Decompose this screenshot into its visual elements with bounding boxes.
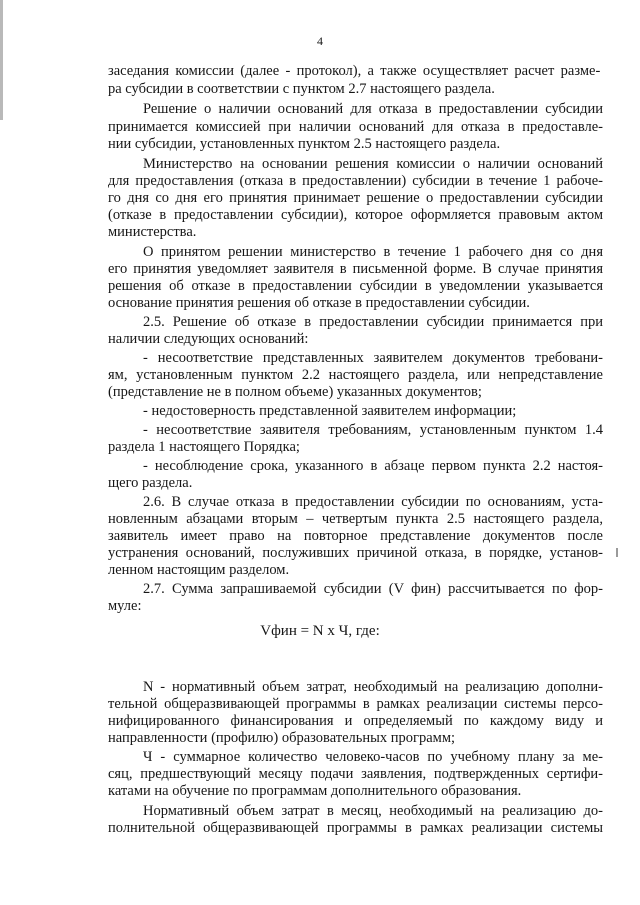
text-line: - несоответствие заявителя требованиям, установленным пунктом 1.4 xyxy=(143,422,603,438)
text-line: полнительной общеразвивающей программы в рамках реализации системы xyxy=(108,820,603,836)
formula: Vфин = N x Ч, где: xyxy=(260,623,380,639)
text-line: его принятия уведомляет заявителя в письменной форме. В случае принятия xyxy=(108,261,603,277)
text-line: устранения оснований, послуживших причиной отказа, в порядке, установ- xyxy=(108,545,603,561)
text-line: N - нормативный объем затрат, необходимый на реализацию дополни- xyxy=(143,679,603,695)
text-line: щего раздела. xyxy=(108,475,193,491)
text-line: Ч - суммарное количество человеко-часов по учебному плану за ме- xyxy=(143,749,603,765)
text-line: 2.7. Сумма запрашиваемой субсидии (V фин) рассчитывается по фор- xyxy=(143,581,603,597)
text-line: министерства. xyxy=(108,224,197,240)
text-line: основание принятия решения об отказе в предоставлении субсидии. xyxy=(108,295,530,311)
text-line: тельной общеразвивающей программы в рамках реализации системы персо- xyxy=(108,696,603,712)
text-line: наличии следующих оснований: xyxy=(108,331,309,347)
text-line: (отказе в предоставлении субсидии), которое оформляется правовым актом xyxy=(108,207,603,223)
text-line: раздела 1 настоящего Порядка; xyxy=(108,439,300,455)
text-line: направленности (профилю) образовательных программ; xyxy=(108,730,456,746)
text-line: катами на обучение по программам дополнительного образования. xyxy=(108,783,522,799)
text-line: для предоставления (отказа в предоставлении) субсидии в течение 1 рабоче- xyxy=(108,173,603,189)
text-line: - несоблюдение срока, указанного в абзаце первом пункта 2.2 настоя- xyxy=(143,458,603,474)
text-line: О принятом решении министерство в течение 1 рабочего дня со дня xyxy=(143,244,603,260)
text-line: ра субсидии в соответствии с пунктом 2.7 настоящего раздела. xyxy=(108,81,495,97)
text-line: заседания комиссии (далее - протокол), а также осуществляет расчет разме- xyxy=(108,63,601,79)
text-line: 2.6. В случае отказа в предоставлении субсидии по основаниям, уста- xyxy=(143,494,603,510)
text-line: решения об отказе в предоставлении субсидии в уведомлении указывается xyxy=(108,278,603,294)
text-line: нии субсидии, установленных пунктом 2.5 настоящего раздела. xyxy=(108,136,501,152)
text-line: сяц, предшествующий месяцу подачи заявления, подтвержденных сертифи- xyxy=(108,766,603,782)
text-line: го дня со дня его принятия принимает решение о предоставлении субсидии xyxy=(108,190,603,206)
scan-speck xyxy=(616,548,618,557)
text-line: принимается комиссией при наличии оснований для отказа в предоставле- xyxy=(108,119,603,135)
scan-edge-mark xyxy=(0,0,3,120)
text-line: Министерство на основании решения комиссии о наличии оснований xyxy=(143,156,603,172)
text-line: - недостоверность представленной заявителем информации; xyxy=(143,403,517,419)
text-line: 2.5. Решение об отказе в предоставлении субсидии принимается при xyxy=(143,314,603,330)
text-line: нифицированного финансирования и определяемый по каждому виду и xyxy=(108,713,603,729)
text-line: Решение о наличии оснований для отказа в предоставлении субсидии xyxy=(143,101,603,117)
text-line: заявитель имеет право на повторное представление документов после xyxy=(108,528,603,544)
text-line: муле: xyxy=(108,598,142,614)
text-line: ленном настоящим разделом. xyxy=(108,562,290,578)
text-line: - несоответствие представленных заявителем документов требовани- xyxy=(143,350,603,366)
text-line: (представление не в полном объеме) указанных документов; xyxy=(108,384,482,400)
text-line: ям, установленным пунктом 2.2 настоящего раздела, или непредставление xyxy=(108,367,603,383)
text-line: новленным абзацами вторым – четвертым пункта 2.5 настоящего раздела, xyxy=(108,511,603,527)
page-number: 4 xyxy=(317,34,323,48)
text-line: Нормативный объем затрат в месяц, необходимый на реализацию до- xyxy=(143,803,603,819)
